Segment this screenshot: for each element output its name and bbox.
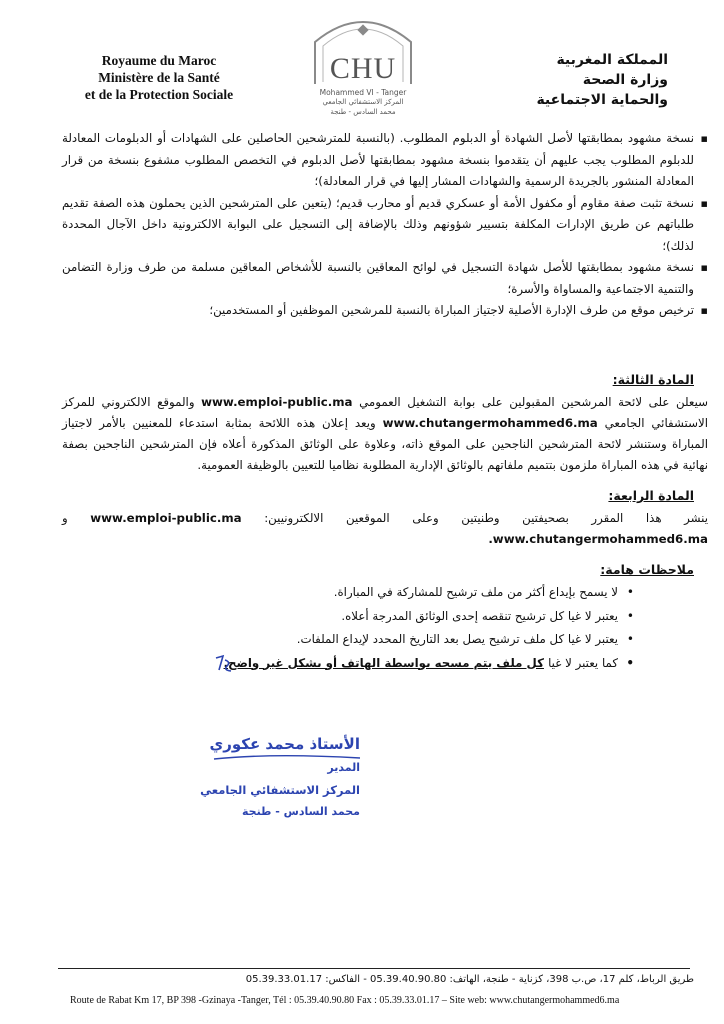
header-fr-line2: Ministère de la Santé: [98, 70, 220, 85]
signature-title: المدير: [327, 761, 360, 774]
header-ar-line2: وزارة الصحة: [582, 72, 668, 88]
list-item: ▪ ترخيص موقع من طرف الإدارة الأصلية لاجتياز المباراة بالنسبة للمرشحين الموظفين أو المستخدمين؛: [62, 300, 708, 322]
article3-part3: ويعد إعلان هذه اللائحة بمثابة استدعاء للمعنيين بالأمر لاجتياز المباراة وستنشر لائحة المترشحين الناجحين على الموقع ذاته، وعلاوة على الوثائق المذكورة أعلاه فإن المترشحين الناجحين بصفة نهائية في هذه المباراة ملزمون بتتميم ملفاتهم بالوثائق الإدارية المطلوبة نظاميا للتعيين بالوظيفة العمومية.: [62, 416, 708, 472]
header-ar-line1: المملكة المغربية: [556, 52, 668, 68]
article4-body: [62, 508, 708, 550]
notes-list: [184, 581, 634, 675]
article4-title: المادة الرابعة:: [608, 488, 694, 503]
chu-logo: [307, 8, 419, 126]
footer-french: Route de Rabat Km 17, BP 398 -Gzinaya -Tanger, Tél : 05.39.40.90.80 Fax : 05.39.33.01.17 – Site web: www.chutangermohammed6.ma: [70, 995, 620, 1006]
logo-subtitle: Mohammed VI - Tanger: [319, 88, 407, 97]
article3-link-emploi[interactable]: www.emploi-public.ma: [201, 395, 353, 409]
list-item: • لا يسمح بإيداع أكثر من ملف ترشيح للمشاركة في المباراة.: [184, 581, 634, 605]
article3-link-chu[interactable]: www.chutangermohammed6.ma: [382, 416, 598, 430]
signature-stamp: [190, 735, 360, 830]
article4-link-chu[interactable]: .www.chutangermohammed6.ma: [488, 532, 708, 546]
header-fr-line1: Royaume du Maroc: [101, 53, 217, 68]
logo-subtitle-ar2: محمد السادس - طنجة: [330, 108, 396, 116]
signature-institution: المركز الاستشفائي الجامعي: [200, 783, 360, 797]
article3-part1: سيعلن على لائحة المرشحين المقبولين على بوابة التشغيل العمومي: [359, 395, 709, 409]
list-item: ▪ نسخة تثبت صفة مقاوم أو مكفول الأمة أو عسكري قديم أو محارب قديم؛ (يتعين على المترشحين الذين يحملون هذه الصفة تقديم طلباتهم عن طريق الإدارات المكلفة بتسيير شؤونهم وذلك بالإضافة إلى التسجيل على البوابة الالكترونية داخل الآجال المحددة لذلك)؛: [62, 193, 708, 258]
note-last-prefix: كما يعتبر لا غيا: [548, 655, 618, 670]
signature-city: محمد السادس - طنجة: [241, 805, 360, 818]
note-last-emphasis: كل ملف يتم مسحه بواسطة الهاتف أو بشكل غير واضح.: [223, 655, 544, 670]
article3-title: المادة الثالثة:: [612, 372, 694, 387]
footer-divider: [58, 968, 690, 969]
list-item: • يعتبر لا غيا كل ترشيح تنقصه إحدى الوثائق المدرجة أعلاه.: [184, 605, 634, 629]
article3-body: [62, 392, 708, 476]
list-item: ▪ نسخة مشهود بمطابقتها لأصل الشهادة أو الدبلوم المطلوب. (بالنسبة للمترشحين الحاصلين على الشهادات أو الدبلومات المعادلة للدبلوم المطلوب يجب عليهم أن يتقدموا بنسخة مشهود بمطابقتها لأصل الدبلوم في التخصص المطلوب مشفوع بنسخة من قرار المعادلة المنشور بالجريدة الرسمية والشهادات المشار إليها في قرار المعادلة)؛: [62, 128, 708, 193]
header-arabic: [498, 50, 668, 110]
list-item: • يعتبر لا غيا كل ملف ترشيح يصل بعد التاريخ المحدد لإيداع الملفات.: [184, 628, 634, 652]
footer-arabic: طريق الرباط، كلم 17، ص.ب 398، كزناية - طنجة، الهاتف: 05.39.40.90.80 - الفاكس: 05.39.33.01.17: [245, 974, 694, 985]
signature-name: الأستاذ محمد عكوري: [209, 735, 360, 753]
header-ar-line3: والحماية الاجتماعية: [536, 92, 668, 108]
header-french: [64, 52, 254, 103]
article4-part1: ينشر هذا المقرر بصحيفتين وطنيتين وعلى الموقعين الالكترونيين:: [264, 511, 708, 525]
article3-part2: والموقع الالكتروني للمركز الاستشفائي الجامعي: [62, 395, 708, 430]
header-fr-line3: et de la Protection Sociale: [84, 87, 234, 102]
documents-list: [62, 128, 708, 322]
list-item: [184, 652, 634, 676]
article4-conj: و: [62, 511, 68, 525]
notes-title: ملاحظات هامة:: [600, 562, 694, 577]
list-item: ▪ نسخة مشهود بمطابقتها للأصل شهادة التسجيل في لوائح المعاقين بالنسبة للأشخاص المعاقين مسلمة من طرف وزارة التضامن والتنمية الاجتماعية والمساواة والأسرة؛: [62, 257, 708, 300]
handwritten-mark-icon: [213, 654, 235, 674]
logo-text: CHU: [329, 52, 397, 85]
logo-subtitle-ar: المركز الاستشفائي الجامعي: [322, 98, 404, 106]
article4-link-emploi[interactable]: www.emploi-public.ma: [90, 511, 242, 525]
